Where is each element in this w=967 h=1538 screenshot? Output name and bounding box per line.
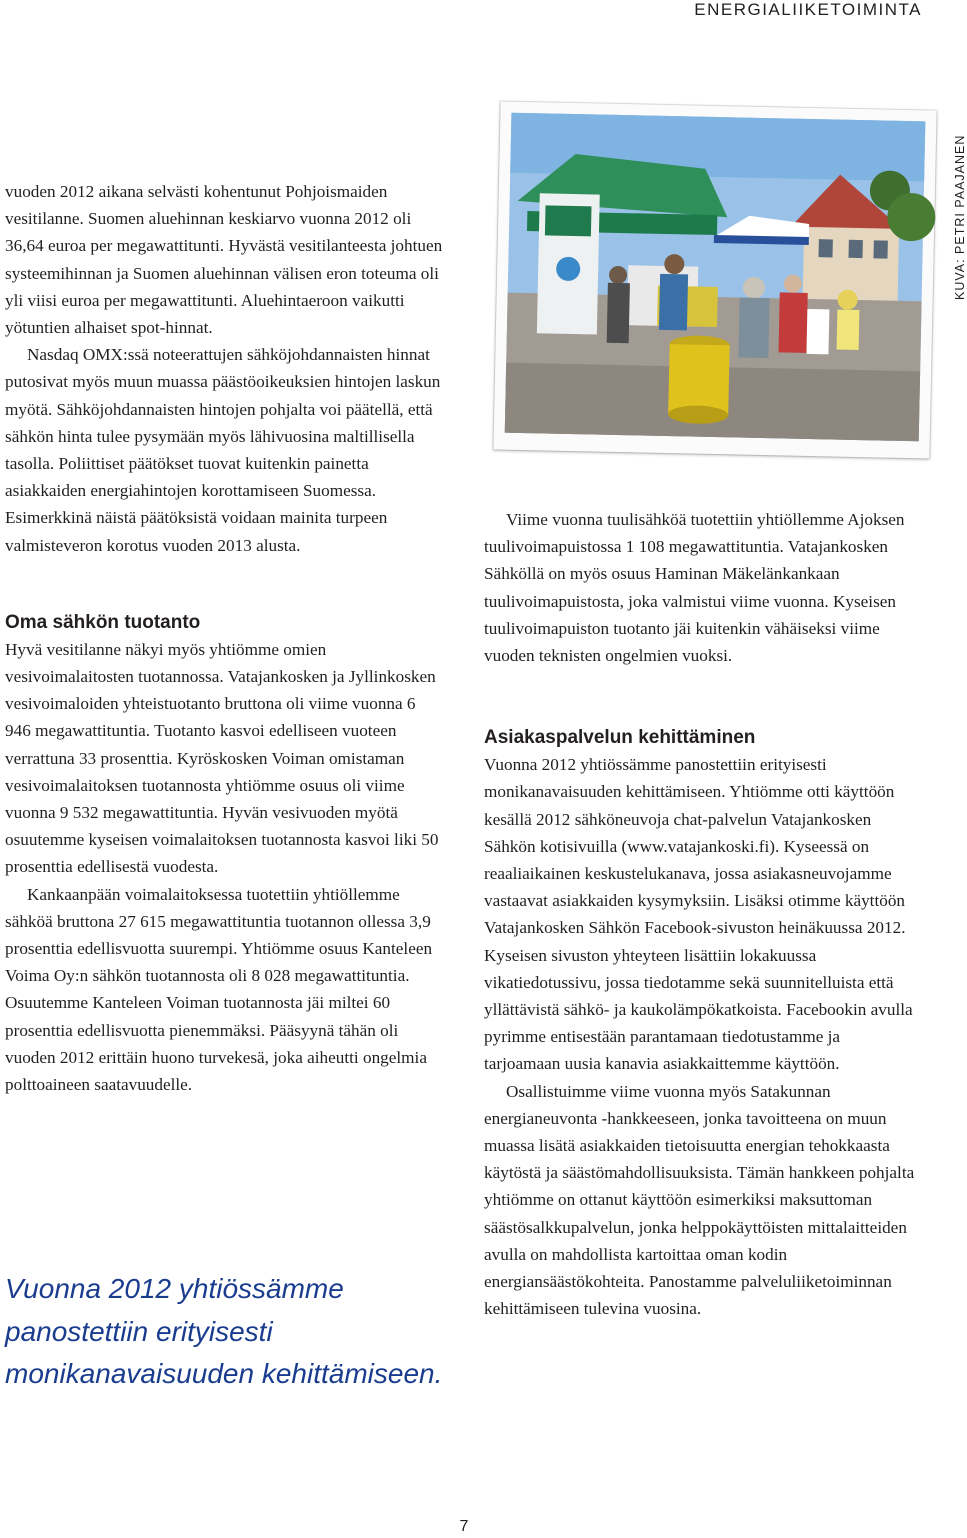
nasdaq-paragraph: Nasdaq OMX:ssä noteerattujen sähköjohdannaisten hinnat putosivat myös muun muassa päästöoikeuksien hintojen laskun myötä. Sähköjohdannaisten hintojen pohjalta voi päätellä, että sähkön hinta tulee pysymään myös lähivuosina maltillisella tasolla. Poliittiset päätökset tuovat kuitenkin painetta asiakkaiden energiahintojen korottamiseen Suomessa. Esimerkkinä näistä päätöksistä voidaan mainita turpeen valmisteveron korotus vuoden 2013 alusta. — [5, 345, 441, 555]
wind-paragraph: Viime vuonna tuulisähköä tuotettiin yhtiöllemme Ajoksen tuulivoimapuistossa 1 108 megawattituntia. Vatajankosken Sähköllä on myös osuus Haminan Mäkelänkankaan tuulivoimapuistosta, joka valmistui viime vuonna. Kyseisen tuulivoimapuiston tuotanto jäi kuitenkin vähäiseksi viime vuoden teknisten ongelmien vuoksi. — [484, 510, 905, 666]
energy-advice-paragraph: Osallistuimme viime vuonna myös Satakunnan energianeuvonta -hankkeeseen, jonka tavoitteena on muun muassa lisätä asiakkaiden tietoisuutta energian tehokkaasta käytöstä ja säästömahdollisuuksista. Tämän hankkeen pohjalta yhtiömme on ottanut käyttöön esimerkiksi maksuttoman säästösalkkupalvelun, jonka helppokäyttöisten mittalaitteiden avulla on mahdollista kartoittaa oman kodin energiansäästökohteita. Panostamme palveluliiketoiminnan kehittämiseen tulevina vuosina. — [484, 1081, 915, 1319]
kankaanpaa-paragraph: Kankaanpään voimalaitoksessa tuotettiin yhtiöllemme sähköä bruttona 27 615 megawattituntia tuotannon ollessa 3,9 prosenttia edellisvuotta suurempi. Yhtiömme osuus Kanteleen Voima Oy:n sähkön tuotannosta oli 8 028 megawattituntia. Osuutemme Kanteleen Voiman tuotannosta jäi miltei 60 prosenttia edellisvuotta pienemmäksi. Pääsyynä tähän oli vuoden 2012 erittäin huono turvekesä, joka aiheutti ongelmia polttoaineen saatavuudelle. — [5, 884, 433, 1095]
event-photo — [493, 101, 936, 458]
hydro-paragraph: Hyvä vesitilanne näkyi myös yhtiömme omien vesivoimalaitosten tuotannossa. Vatajankosken ja Jyllinkosken vesivoimaloiden yhteistuotanto bruttona oli viime vuonna 6 946 megawattituntia. Tuotanto kasvoi edelliseen vuoteen verrattuna 33 prosenttia. Kyröskosken Voiman omistaman vesivoimalaitoksen tuotannosta yhtiömme osuus oli viime vuonna 9 532 megawattituntia. Hyvän vesivuoden myötä osuutemme kyseisen voimalaitoksen tuotannosta kasvoi liki 50 prosenttia edellisestä vuodesta. — [5, 639, 439, 877]
photo-credit: KUVA: PETRI PAAJANEN — [953, 134, 967, 300]
page-number: 7 — [459, 1518, 469, 1535]
section-label: ENERGIALIIKETOIMINTA — [694, 0, 922, 19]
pull-quote: Vuonna 2012 yhtiössämme panostettiin erityisesti monikanavaisuuden kehittämiseen. — [5, 1273, 443, 1389]
multichannel-paragraph: Vuonna 2012 yhtiössämme panostettiin erityisesti monikanavaisuuden kehittämiseen. Yhtiömme otti käyttöön kesällä 2012 sähköneuvoja chat-palvelun Vatajankosken Sähkön kotisivuilla (www.vatajankoski.fi). Kyseessä on reaaliaikainen keskustelukanava, jossa asiakasneuvojamme vastaavat asiakkaiden kysymyksiin. Lisäksi otimme käyttöön Vatajankosken Sähkön Facebook-sivuston heinäkuussa 2012. Kyseisen sivuston yhteyteen lisättiin lokakuussa vikatiedotussivu, jossa tiedotamme sekä suunnitelluista että yllättävistä sähkö- ja kaukolämpökatkoista. Facebookin avulla pyrimme entisestään parantamaan tiedotustamme ja tarjoamaan uusia kanavia asiakkaittemme käyttöön. — [484, 755, 913, 1074]
left-column — [5, 178, 445, 1098]
intro-paragraph: vuoden 2012 aikana selvästi kohentunut Pohjoismaiden vesitilanne. Suomen aluehinnan keskiarvo vuonna 2012 oli 36,64 euroa per megawattitunti. Hyvästä vesitilanteesta johtuen systeemihinnan ja Suomen aluehinnan välisen eron toteuma oli yli viisi euroa per megawattitunti. Aluehintaeroon vaikutti yötuntien alhaiset spot-hinnat. — [5, 182, 443, 338]
section-heading-own-production: Oma sähkön tuotanto — [5, 611, 201, 633]
right-column — [484, 506, 920, 1322]
section-heading-customer-service: Asiakaspalvelun kehittäminen — [484, 727, 756, 749]
event-photo-image — [505, 113, 926, 442]
